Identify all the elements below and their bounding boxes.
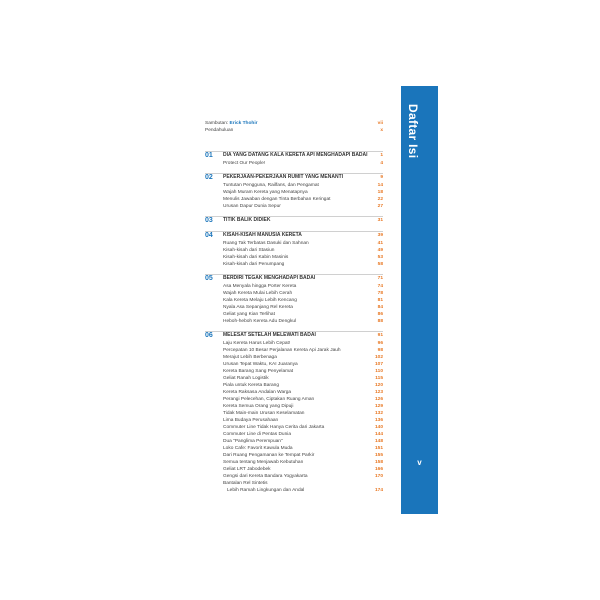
page-ref: 53 <box>377 255 383 260</box>
chapter-list <box>205 151 383 494</box>
page-ref: 155 <box>374 453 383 458</box>
page-ref: 170 <box>374 474 383 479</box>
toc-entry <box>205 438 383 445</box>
toc-entry <box>205 283 383 290</box>
chapter-section <box>205 331 383 494</box>
toc-intro-row <box>205 120 383 127</box>
page-ref: 86 <box>377 312 383 317</box>
chapter-number: 02 <box>205 174 213 181</box>
entry-title: Lebih Ramah Lingkungan dan Andal <box>227 488 305 493</box>
page-ref: 126 <box>374 397 383 402</box>
chapter-number: 03 <box>205 217 213 224</box>
page-ref: 74 <box>377 284 383 289</box>
toc-entry <box>205 459 383 466</box>
page-number: v <box>417 458 422 467</box>
page-ref: 14 <box>377 183 383 188</box>
entry-title: Kala Kereta Melaju Lebih Kencang <box>223 298 297 303</box>
chapter-title: BERDIRI TEGAK MENGHADAPI BADAI <box>223 275 316 281</box>
page-ref: 71 <box>377 276 383 281</box>
toc-entry <box>205 389 383 396</box>
entry-title: Dua "Panglima Perempuan" <box>223 439 283 444</box>
page-ref: 166 <box>374 467 383 472</box>
entry-title: Menulis Jawaban dengan Tinta Berbahan Keringat <box>223 197 331 202</box>
toc-entry <box>205 368 383 375</box>
toc-entry <box>205 480 383 487</box>
chapter-number: 06 <box>205 332 213 339</box>
page-ref: 88 <box>377 319 383 324</box>
chapter-heading <box>205 231 383 240</box>
toc-entry <box>205 417 383 424</box>
entry-title: Kisah-kisah dari Kabin Masinis <box>223 255 289 260</box>
chapter-heading <box>205 274 383 283</box>
entry-title: Commuter Line di Pentas Dunia <box>223 432 291 437</box>
toc-entry <box>205 182 383 189</box>
toc-entry <box>205 203 383 210</box>
page-ref: 91 <box>377 333 383 338</box>
chapter-section <box>205 151 383 167</box>
chapter-heading <box>205 331 383 340</box>
chapter-number: 04 <box>205 232 213 239</box>
entry-title: Semua tentang Menjawab Kebutuhan <box>223 460 304 465</box>
toc-entry <box>205 318 383 325</box>
page-ref: 107 <box>374 362 383 367</box>
toc-entry <box>205 354 383 361</box>
chapter-title: PEKERJAAN-PEKERJAAN RUMIT YANG MENANTI <box>223 174 344 180</box>
toc-entry <box>205 375 383 382</box>
toc-entry <box>205 240 383 247</box>
entry-title: Geliat LRT Jabodebek <box>223 467 271 472</box>
entry-title: Ruang Tak Terbatas Dasuki dan Sahnan <box>223 241 309 246</box>
page-ref: 9 <box>380 175 383 180</box>
page-ref: 115 <box>375 376 383 381</box>
intro-prefix: Pendahuluan <box>205 128 234 133</box>
page-ref: 4 <box>380 161 383 166</box>
page-ref: 123 <box>374 390 383 395</box>
page-ref: 96 <box>377 341 383 346</box>
page-ref: 120 <box>374 383 383 388</box>
entry-title: Merajut Lebih Berbenaga <box>223 355 277 360</box>
entry-title: Urusan Tepat Waktu, KAI Juaranya <box>223 362 298 367</box>
toc-entry <box>205 340 383 347</box>
entry-title: Perangi Pelecehan, Ciptakan Ruang Aman <box>223 397 315 402</box>
entry-title: Wajah Kereta Mulai Lebih Cerah <box>223 291 293 296</box>
page-ref: 18 <box>377 190 383 195</box>
page-ref: 78 <box>377 291 383 296</box>
entry-title: Dari Ruang Pengamanan ke Tempat Parkir <box>223 453 315 458</box>
entry-title: Gengsi dari Kereta Bandara Yogyakarta <box>223 474 308 479</box>
page-ref: 158 <box>374 460 383 465</box>
page-ref: 136 <box>374 418 383 423</box>
chapter-section <box>205 173 383 210</box>
entry-title: Geliat yang Kian Terlihat <box>223 312 275 317</box>
toc-entry <box>205 189 383 196</box>
toc-intro-row <box>205 127 383 134</box>
page-ref: 58 <box>377 262 383 267</box>
page-ref: 144 <box>374 432 383 437</box>
page-ref: vii <box>377 121 383 126</box>
chapter-section <box>205 231 383 268</box>
chapter-heading <box>205 151 383 160</box>
entry-title: Heboh-heboh Kereta Adu Dengkul <box>223 319 297 324</box>
toc-entry <box>205 361 383 368</box>
toc-entry <box>205 487 383 494</box>
entry-title: Lima Budaya Perusahaan <box>223 418 279 423</box>
page-ref: 151 <box>374 446 383 451</box>
chapter-number: 01 <box>205 152 213 159</box>
intro-prefix: Sambutan: <box>205 121 230 126</box>
toc-entry <box>205 247 383 254</box>
page-ref: 41 <box>377 241 383 246</box>
page-ref: 174 <box>374 488 383 493</box>
intro-name: Erick Thohir <box>229 121 258 126</box>
toc-entry <box>205 473 383 480</box>
entry-title: Wajah Muram Kereta yang Menatapnya <box>223 190 308 195</box>
entry-title: Geliat Ranah Logistik <box>223 376 269 381</box>
table-of-contents <box>205 120 383 494</box>
page-ref: x <box>380 128 383 133</box>
entry-title: Protect Our People! <box>223 161 266 166</box>
page-ref: 148 <box>374 439 383 444</box>
page-ref: 140 <box>374 425 383 430</box>
toc-entry <box>205 452 383 459</box>
chapter-title: DIA YANG DATANG KALA KERETA API MENGHADAPI BADAI <box>223 152 368 158</box>
entry-title: Kereta Semua Orang yang Dipuji <box>223 404 294 409</box>
page-ref: 98 <box>377 348 383 353</box>
toc-entry <box>205 254 383 261</box>
page-ref: 49 <box>377 248 383 253</box>
toc-entry <box>205 304 383 311</box>
toc-entry <box>205 410 383 417</box>
page-ref: 31 <box>377 218 383 223</box>
entry-title: Kereta Barang Sang Penyelamat <box>223 369 294 374</box>
toc-entry <box>205 297 383 304</box>
entry-title: Loko Cafe: Favorit Kawula Muda <box>223 446 293 451</box>
chapter-title: TITIK BALIK DIDIEK <box>223 217 271 223</box>
toc-entry <box>205 445 383 452</box>
chapter-number: 05 <box>205 275 213 282</box>
entry-title: Percepatan 10 Besar Perjalanan Kereta Api Jarak Jauh <box>223 348 341 353</box>
entry-title: Piala untuk Kereta Barang <box>223 383 280 388</box>
page-ref: 1 <box>380 153 383 158</box>
toc-entry <box>205 431 383 438</box>
toc-entry <box>205 403 383 410</box>
toc-entry <box>205 160 383 167</box>
chapter-heading <box>205 173 383 182</box>
page-ref: 84 <box>377 305 383 310</box>
entry-title: Laju Kereta Harus Lebih Cepat! <box>223 341 291 346</box>
chapter-section <box>205 216 383 225</box>
chapter-heading <box>205 216 383 225</box>
page-ref: 132 <box>374 411 383 416</box>
chapter-title: KISAH-KISAH MANUSIA KERETA <box>223 232 302 238</box>
entry-title: Commuter Line Tidak Hanya Cerita dari Jakarta <box>223 425 325 430</box>
entry-title: Nyala Asa Sepanjang Rel Kereta <box>223 305 293 310</box>
sidebar-band <box>401 86 438 514</box>
entry-title: Kisah-kisah dari Stasiun <box>223 248 275 253</box>
sidebar-title: Daftar Isi <box>406 104 420 159</box>
toc-entry <box>205 396 383 403</box>
page-ref: 102 <box>374 355 383 360</box>
toc-entry <box>205 290 383 297</box>
page-ref: 22 <box>377 197 383 202</box>
entry-title: Asa Menyala hingga Porter Kereta <box>223 284 297 289</box>
page-ref: 110 <box>375 369 383 374</box>
page-ref: 129 <box>374 404 383 409</box>
toc-entry <box>205 261 383 268</box>
page-ref: 27 <box>377 204 383 209</box>
entry-title: Kereta Raksasa Andalan Warga <box>223 390 292 395</box>
toc-entry <box>205 424 383 431</box>
toc-entry <box>205 466 383 473</box>
entry-title: Bantalan Rel Sintetis <box>223 481 268 486</box>
entry-title: Kisah-kisah dari Penumpang <box>223 262 285 267</box>
entry-title: Tidak Main-main Urusan Keselamatan <box>223 411 305 416</box>
toc-entry <box>205 347 383 354</box>
page-ref: 81 <box>377 298 383 303</box>
toc-entry <box>205 311 383 318</box>
chapter-title: MELESAT SETELAH MELEWATI BADAI <box>223 332 316 338</box>
entry-title: Tuntutan Pengguna, Railfans, dan Pengamat <box>223 183 319 188</box>
entry-title: Urusan Dapur Dunia Sepur <box>223 204 281 209</box>
page-ref: 39 <box>377 233 383 238</box>
toc-entry <box>205 196 383 203</box>
chapter-section <box>205 274 383 325</box>
toc-entry <box>205 382 383 389</box>
